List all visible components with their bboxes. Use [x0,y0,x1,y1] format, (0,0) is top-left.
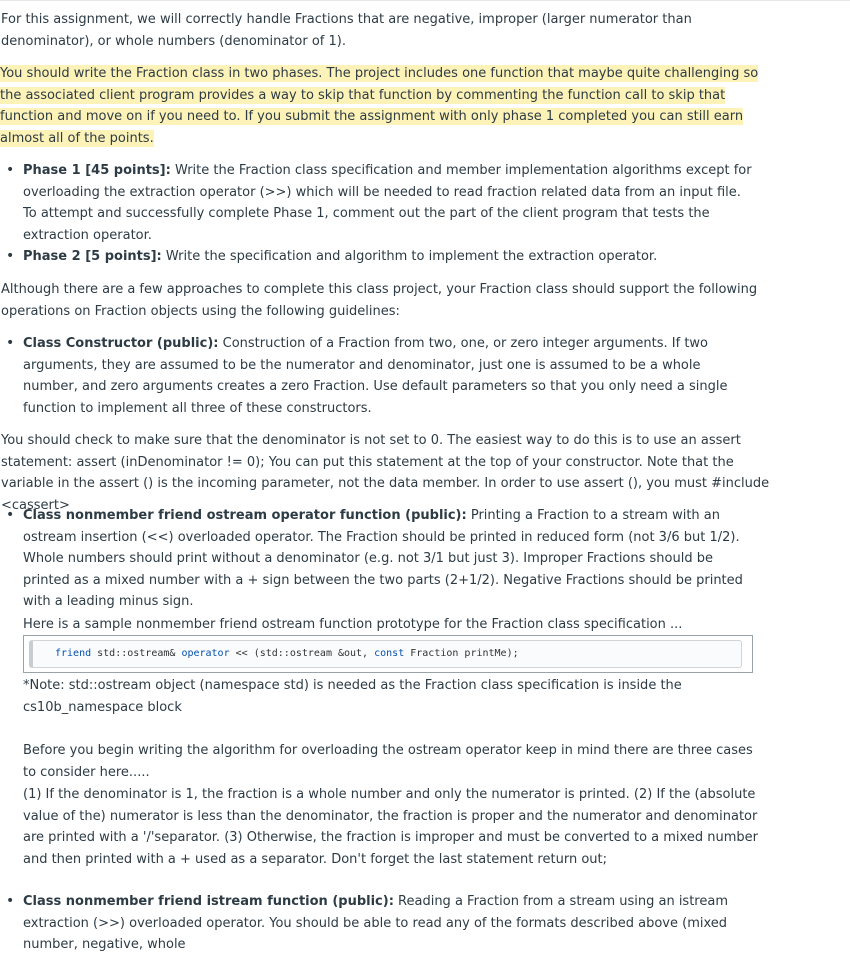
guidelines-intro: Although there are a few approaches to complete this class project, your Fraction class should support the following operations on Fraction objects using the following guidelines: [1,282,758,319]
constructor-text: Construction of a Fraction from two, one, or zero integer arguments. If two arguments, they are assumed to be the numerator and denominator, just one is assumed to be a whole number, and zero arguments creates a zero Fraction. Use default parameters so that you only need a single function to implement all three of these constructors. [23,336,728,416]
constructor-list [0,333,752,419]
ostream-list [0,505,752,613]
code-keyword: const [374,648,405,659]
list-item [0,505,752,613]
list-item [0,246,752,268]
phase-1-title: Phase 1 [45 points]: [23,163,171,178]
istream-text: Reading a Fraction from a stream using an istream extraction (>>) overloaded operator. You should be able to read any of the formats described above (mixed number, negative, whole [23,894,728,953]
phase-2-title: Phase 2 [5 points]: [23,249,162,265]
code-keyword: operator [181,648,230,659]
ostream-text: Printing a Fraction to a stream with an ostream insertion (<<) overloaded operator. The Fraction should be printed in reduced form (not 3/6 but 1/2). Whole numbers should print without a denominator (e.g. not 3/1 but just 3). Improper Fractions should be printed as a mixed number with a + sign between the two parts (2+1/2). Negative Fractions should be printed with a leading minus sign. [23,508,743,610]
list-item [0,891,760,956]
constructor-title: Class Constructor (public): [23,336,219,351]
intro-paragraph: For this assignment, we will correctly handle Fractions that are negative, improper (larger numerator than denominator), or whole numbers (denominator of 1). [1,12,692,49]
cases-intro: Before you begin writing the algorithm for overloading the ostream operator keep in mind there are three cases to consider here..... [23,743,753,780]
code-block [23,635,753,673]
phase-2-text: Write the specification and algorithm to implement the extraction operator. [161,249,658,265]
assert-paragraph: You should check to make sure that the denominator is not set to 0. The easiest way to do this is to use an assert statement: assert (inDenominator != 0); You can put this statement at the top of your constructor. Note that the variable in the assert () is the incoming parameter, not the data member. In order to use assert (), you must #include <cassert> [1,433,770,513]
code-text: std::ostream& [91,648,182,659]
list-item [0,333,752,419]
highlighted-paragraph [0,63,760,149]
highlight-text: You should write the Fraction class in two phases. The project includes one function that maybe quite challenging so the associated client program provides a way to skip that function by commenting the function call to skip that function and move on if you need to. If you submit the assignment with only phase 1 completed you can still earn almost all of the points. [0,66,759,146]
code-line [29,640,742,668]
code-keyword: friend [55,648,92,659]
cases-text: (1) If the denominator is 1, the fraction is a whole number and only the numerator is printed. (2) If the (absolute value of the) numerator is less than the denominator, the fraction is proper and the numerator and denominator are printed with a '/'separator. (3) Otherwise, the fraction is improper and must be converted to a mixed number and then printed with a + used as a separator. Don't forget the last statement return out; [23,787,758,867]
istream-list [0,891,760,956]
istream-title: Class nonmember friend istream function (public): [23,894,394,909]
sample-intro: Here is a sample nonmember friend ostream function prototype for the Fraction class specification ... [23,617,683,632]
phase-1-text: Write the Fraction class specification and member implementation algorithms except for overloading the extraction operator (>>) which will be needed to read fraction related data from an input file. To attempt and successfully complete Phase 1, comment out the part of the client program that tests the extraction operator. [23,163,752,243]
namespace-note: *Note: std::ostream object (namespace std) is needed as the Fraction class specification is inside the cs10b_namespace block [23,678,682,715]
code-text: << (std::ostream &out, [229,648,375,659]
list-item [0,160,752,246]
ostream-title: Class nonmember friend ostream operator function (public): [23,508,467,523]
code-text: Fraction printMe); [404,648,519,659]
phase-list [0,160,752,268]
